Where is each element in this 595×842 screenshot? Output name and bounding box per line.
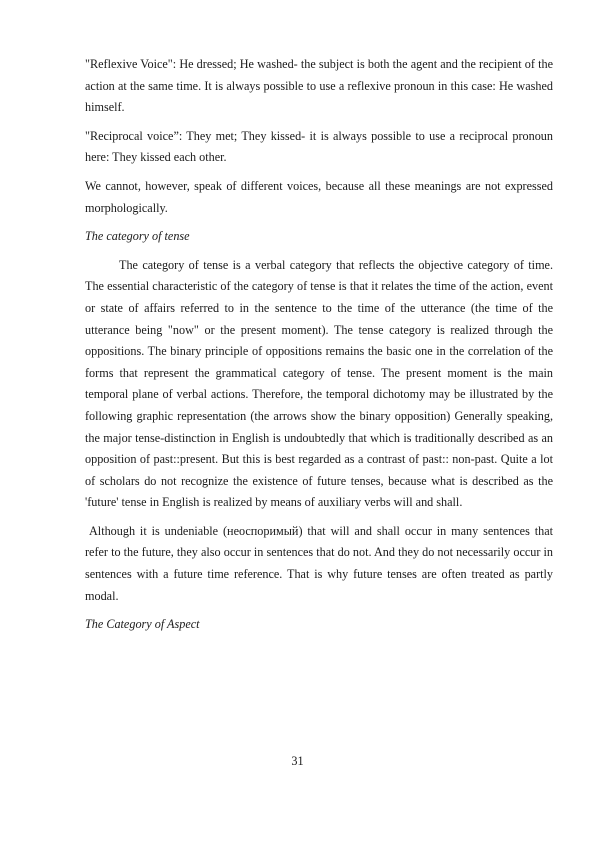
page-number: 31 bbox=[291, 754, 304, 768]
paragraph-reflexive-voice: "Reflexive Voice": He dressed; He washed- the subject is both the agent and the recipient of the action at the same time. It is always possible to use a reflexive pronoun in this case: He washed himself. bbox=[85, 57, 553, 115]
section-heading-tense: The category of tense bbox=[85, 229, 190, 244]
paragraph-undeniable: Although it is undeniable (неоспоримый) that will and shall occur in many sentences that refer to the future, they also occur in sentences that do not. And they do not necessarily occur in sentences with a future time reference. That is why future tenses are often treated as partly modal. bbox=[85, 523, 553, 603]
section-heading-aspect: The Category of Aspect bbox=[85, 617, 200, 632]
paragraph-reciprocal-voice: "Reciprocal voice”: They met; They kissed- it is always possible to use a reciprocal pronoun here: They kissed each other. bbox=[85, 128, 553, 165]
page-body bbox=[85, 54, 553, 636]
paragraph-different-voices: We cannot, however, speak of different voices, because all these meanings are not expressed morphologically. bbox=[85, 178, 553, 215]
paragraph-tense-main: The category of tense is a verbal category that reflects the objective category of time. The essential characteristic of the category of tense is that it relates the time of the action, event or state of affairs referred to in the sentence to the time of the utterance (the time of the utterance being "now" or the present moment). The tense category is realized through the oppositions. The binary principle of oppositions remains the basic one in the correlation of the forms that represent the grammatical category of tense. The present moment is the main temporal plane of verbal actions. Therefore, the temporal dichotomy may be illustrated by the following graphic representation (the arrows show the binary opposition) Generally speaking, the major tense-distinction in English is undoubtedly that which is traditionally described as an opposition of past::present. But this is best regarded as a contrast of past:: non-past. Quite a lot of scholars do not recognize the existence of future tenses, because what is described as the 'future' tense in English is realized by means of auxiliary verbs will and shall. bbox=[85, 257, 553, 510]
